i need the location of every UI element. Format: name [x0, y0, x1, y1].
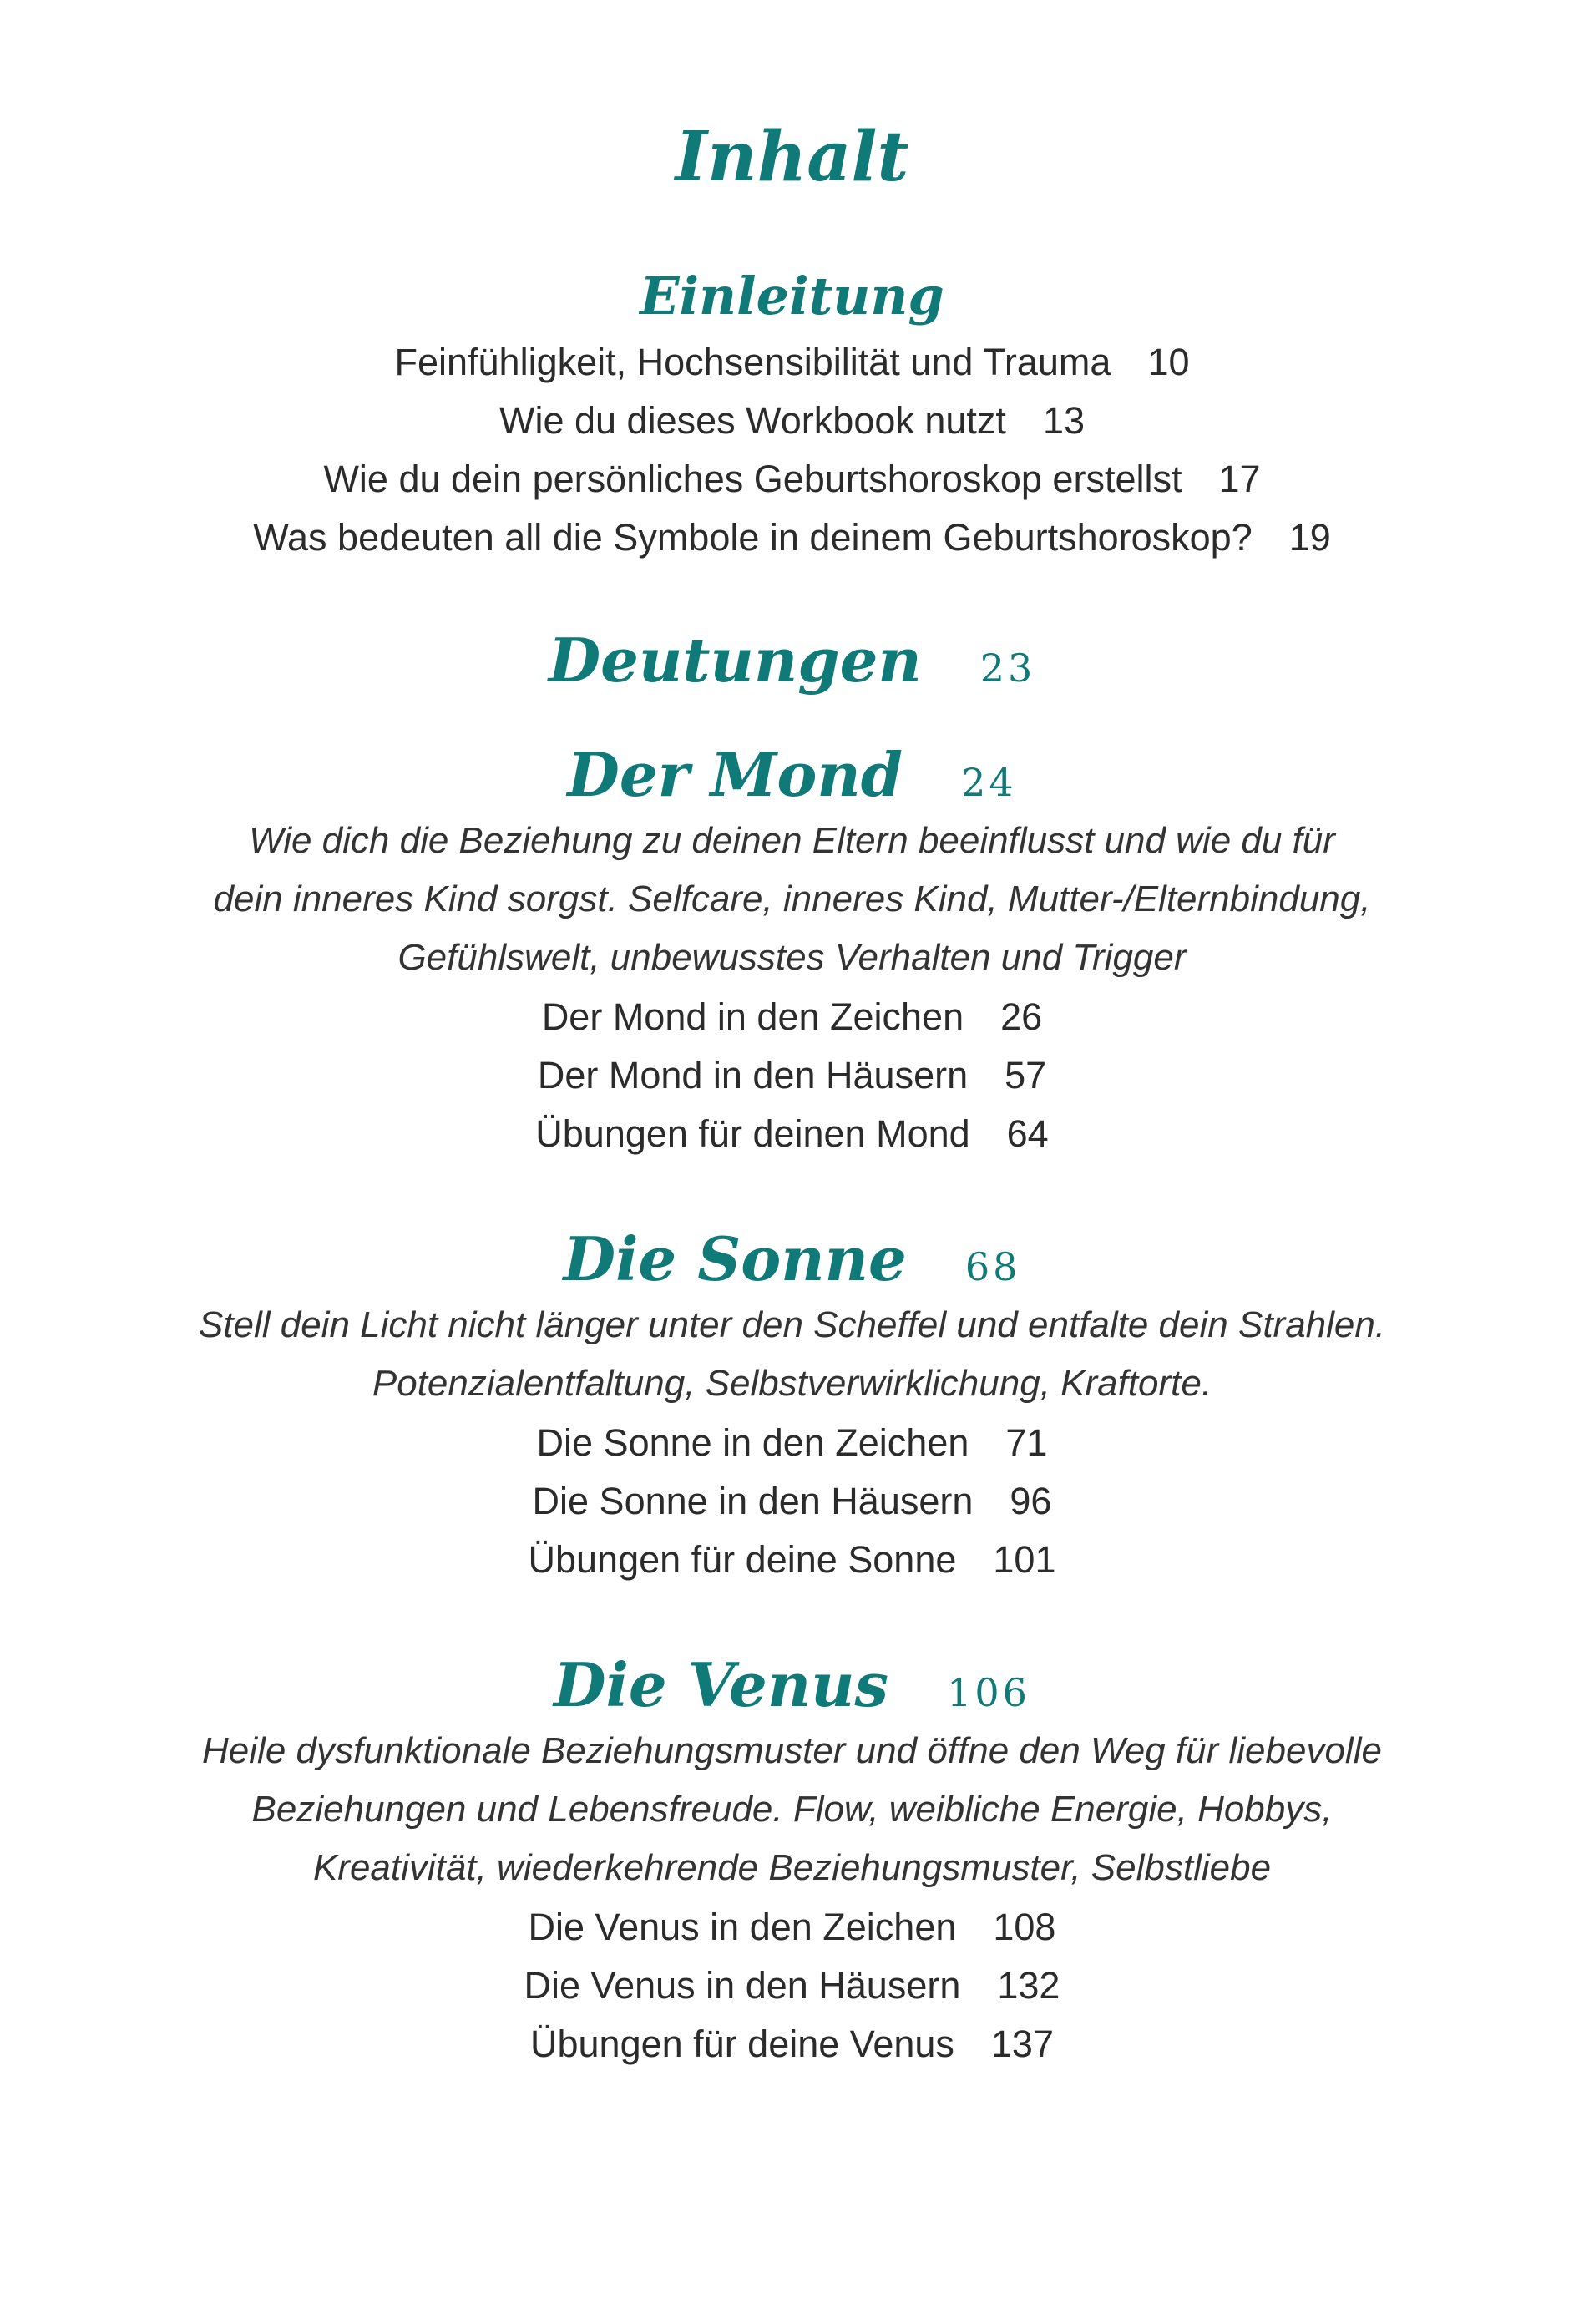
heading-venus[interactable]	[0, 1649, 1584, 1720]
toc-entry[interactable]	[0, 1480, 1584, 1523]
mond-description-line: Wie dich die Beziehung zu deinen Eltern beeinflusst und wie du für	[249, 820, 1335, 861]
toc-entry-page: 10	[1147, 341, 1190, 383]
toc-entry[interactable]	[0, 1112, 1584, 1156]
toc-entry[interactable]	[0, 1538, 1584, 1582]
toc-entry-page: 71	[1005, 1421, 1048, 1464]
sonne-description-line: Stell dein Licht nicht länger unter den Scheffel und entfalte dein Strahlen.	[198, 1304, 1386, 1345]
mond-description-line: dein inneres Kind sorgst. Selfcare, inneres Kind, Mutter-/Elternbindung,	[213, 878, 1371, 919]
toc-entry[interactable]	[0, 995, 1584, 1039]
toc-entry-label: Der Mond in den Zeichen	[541, 995, 964, 1038]
toc-entry-label: Die Venus in den Häusern	[524, 1964, 961, 2007]
toc-entry[interactable]	[0, 341, 1584, 384]
toc-entry-label: Die Venus in den Zeichen	[528, 1906, 957, 1948]
toc-entry-page: 137	[990, 2023, 1054, 2065]
heading-sonne-page: 68	[964, 1244, 1021, 1289]
toc-entry[interactable]	[0, 2023, 1584, 2066]
sonne-description-line: Potenzialentfaltung, Selbstverwirklichung, Kraftorte.	[372, 1363, 1212, 1404]
heading-mond[interactable]	[0, 739, 1584, 810]
toc-entry-label: Übungen für deine Sonne	[528, 1538, 957, 1581]
toc-entry-page: 132	[997, 1964, 1060, 2007]
toc-entry-label: Wie du dieses Workbook nutzt	[498, 399, 1006, 442]
heading-einleitung: Einleitung	[640, 266, 944, 327]
toc-entry[interactable]	[0, 1906, 1584, 1949]
toc-entry-page: 64	[1006, 1112, 1049, 1155]
toc-entry-page: 96	[1010, 1480, 1052, 1522]
toc-entry-page: 108	[993, 1906, 1056, 1948]
toc-entry-label: Was bedeuten all die Symbole in deinem Geburtshoroskop?	[253, 516, 1253, 559]
heading-venus-label: Die Venus	[554, 1649, 889, 1720]
heading-venus-page: 106	[947, 1670, 1030, 1715]
toc-entry[interactable]	[0, 516, 1584, 559]
toc-entry[interactable]	[0, 1964, 1584, 2008]
toc-entry[interactable]	[0, 458, 1584, 501]
toc-entry-page: 26	[1000, 995, 1043, 1038]
heading-sonne[interactable]	[0, 1223, 1584, 1294]
venus-description-line: Beziehungen und Lebensfreude. Flow, weibliche Energie, Hobbys,	[251, 1789, 1333, 1830]
toc-entry[interactable]	[0, 399, 1584, 443]
heading-sonne-label: Die Sonne	[563, 1223, 907, 1294]
toc-entry-label: Übungen für deine Venus	[530, 2023, 954, 2065]
toc-entry-label: Wie du dein persönliches Geburtshoroskop erstellst	[323, 458, 1182, 500]
heading-deutungen-page: 23	[979, 646, 1036, 691]
venus-description-line: Kreativität, wiederkehrende Beziehungsmuster, Selbstliebe	[312, 1847, 1272, 1888]
toc-entry[interactable]	[0, 1421, 1584, 1465]
venus-description-line: Heile dysfunktionale Beziehungsmuster und öffne den Weg für liebevolle	[202, 1730, 1382, 1771]
toc-entry[interactable]	[0, 1054, 1584, 1097]
toc-entry-page: 101	[993, 1538, 1056, 1581]
page-title: Inhalt	[675, 117, 909, 197]
toc-entry-page: 17	[1218, 458, 1261, 500]
mond-description-line: Gefühlswelt, unbewusstes Verhalten und Trigger	[397, 937, 1187, 978]
toc-entry-page: 19	[1288, 516, 1331, 559]
heading-mond-page: 24	[961, 760, 1017, 805]
heading-deutungen-label: Deutungen	[548, 625, 922, 696]
toc-entry-page: 57	[1005, 1054, 1047, 1096]
toc-entry-label: Feinfühligkeit, Hochsensibilität und Trauma	[394, 341, 1111, 383]
toc-entry-page: 13	[1042, 399, 1085, 442]
heading-mond-label: Der Mond	[567, 739, 903, 810]
toc-entry-label: Der Mond in den Häusern	[537, 1054, 969, 1096]
heading-deutungen[interactable]	[0, 625, 1584, 696]
toc-entry-label: Übungen für deinen Mond	[535, 1112, 970, 1155]
toc-entry-label: Die Sonne in den Häusern	[532, 1480, 974, 1522]
toc-entry-label: Die Sonne in den Zeichen	[536, 1421, 969, 1464]
